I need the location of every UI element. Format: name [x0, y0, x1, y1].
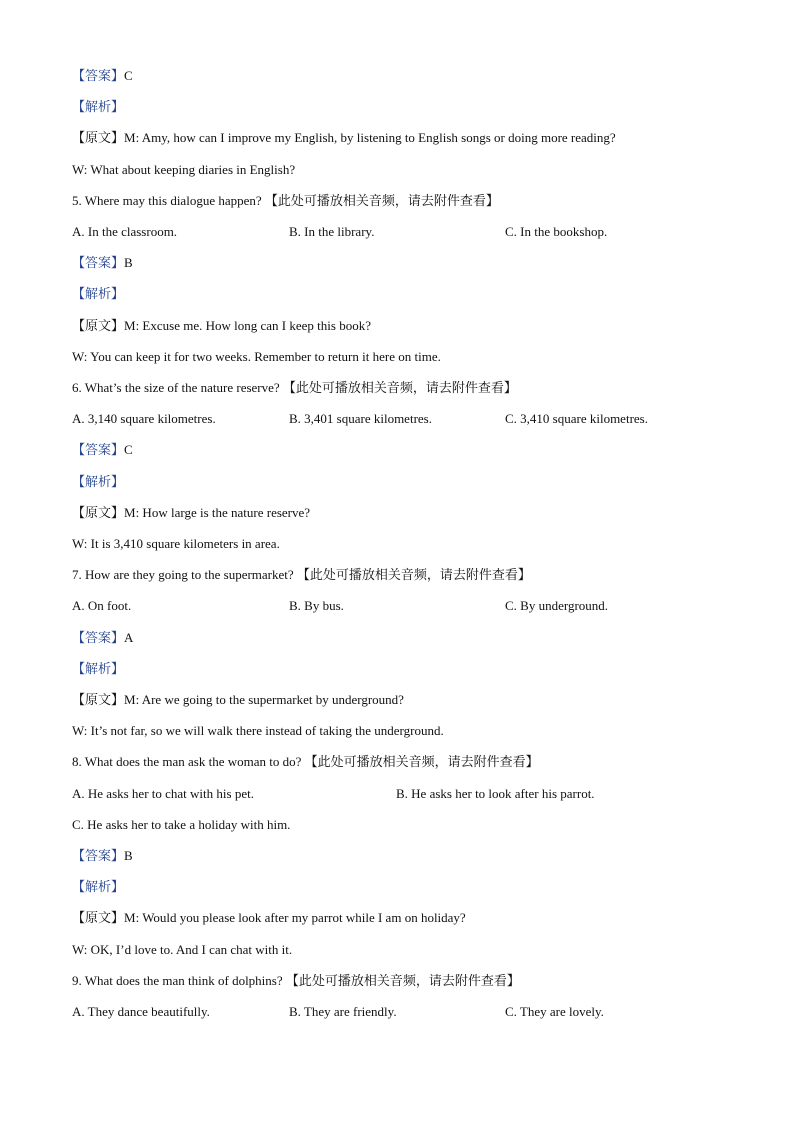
answer-value: C [124, 68, 133, 83]
analysis-label: 【解析】 [72, 475, 125, 490]
text-content: W: OK, I’d love to. And I can chat with it. [72, 942, 293, 957]
audio-note: 【此处可播放相关音频，请去附件查看】 [285, 974, 520, 989]
transcript-line [72, 691, 404, 710]
question-line [72, 753, 539, 772]
text-content: W: What about keeping diaries in English? [72, 162, 296, 177]
transcript-text: M: Amy, how can I improve my English, by listening to English songs or doing more reading? [124, 130, 616, 145]
transcript-label: 【原文】 [72, 319, 125, 334]
transcript-label: 【原文】 [72, 911, 125, 926]
question-text: 5. Where may this dialogue happen? [72, 193, 262, 208]
question-line [72, 566, 531, 585]
question-text: 8. What does the man ask the woman to do? [72, 754, 302, 769]
answer-line [72, 847, 133, 866]
option-c: C. They are lovely. [505, 1004, 604, 1019]
option-a: A. In the classroom. [72, 224, 178, 239]
option-b: B. By bus. [289, 598, 344, 613]
analysis-label: 【解析】 [72, 100, 125, 115]
answer-label: 【答案】 [72, 256, 125, 271]
option-c: C. In the bookshop. [505, 224, 608, 239]
option-c: C. 3,410 square kilometres. [505, 411, 648, 426]
analysis-label: 【解析】 [72, 880, 125, 895]
text-content: W: It’s not far, so we will walk there instead of taking the underground. [72, 723, 444, 738]
option-b: B. They are friendly. [289, 1004, 397, 1019]
analysis-line [72, 660, 124, 679]
text-content: C. He asks her to take a holiday with him. [72, 817, 291, 832]
option-c: C. By underground. [505, 598, 609, 613]
transcript-text: M: Are we going to the supermarket by underground? [124, 692, 404, 707]
answer-value: C [124, 442, 133, 457]
answer-label: 【答案】 [72, 849, 125, 864]
text-line [72, 816, 290, 834]
audio-note: 【此处可播放相关音频，请去附件查看】 [282, 381, 517, 396]
analysis-line [72, 473, 124, 492]
text-line [72, 161, 295, 179]
question-line [72, 192, 499, 211]
analysis-line [72, 878, 124, 897]
analysis-label: 【解析】 [72, 662, 125, 677]
transcript-line [72, 909, 466, 928]
answer-value: B [124, 848, 133, 863]
option-b: B. He asks her to look after his parrot. [396, 786, 595, 801]
answer-line [72, 67, 133, 86]
transcript-label: 【原文】 [72, 131, 125, 146]
answer-label: 【答案】 [72, 69, 125, 84]
option-b: B. 3,401 square kilometres. [289, 411, 432, 426]
question-line [72, 379, 517, 398]
audio-note: 【此处可播放相关音频，请去附件查看】 [264, 194, 499, 209]
option-a: A. They dance beautifully. [72, 1004, 210, 1019]
answer-label: 【答案】 [72, 631, 125, 646]
analysis-line [72, 98, 124, 117]
option-a: A. 3,140 square kilometres. [72, 411, 216, 426]
question-text: 7. How are they going to the supermarket? [72, 567, 294, 582]
analysis-line [72, 285, 124, 304]
text-line [72, 722, 444, 740]
transcript-text: M: Excuse me. How long can I keep this book? [124, 318, 371, 333]
text-line [72, 941, 292, 959]
answer-label: 【答案】 [72, 443, 125, 458]
option-a: A. On foot. [72, 598, 132, 613]
question-line [72, 972, 520, 991]
answer-value: B [124, 255, 133, 270]
analysis-label: 【解析】 [72, 287, 125, 302]
transcript-line [72, 129, 616, 148]
transcript-text: M: Would you please look after my parrot while I am on holiday? [124, 910, 466, 925]
question-text: 9. What does the man think of dolphins? [72, 973, 283, 988]
transcript-line [72, 504, 310, 523]
answer-line [72, 441, 133, 460]
question-text: 6. What’s the size of the nature reserve? [72, 380, 280, 395]
transcript-label: 【原文】 [72, 693, 125, 708]
audio-note: 【此处可播放相关音频，请去附件查看】 [304, 755, 539, 770]
text-line [72, 348, 441, 366]
answer-line [72, 254, 133, 273]
text-content: W: It is 3,410 square kilometers in area. [72, 536, 280, 551]
transcript-line [72, 317, 371, 336]
text-line [72, 535, 280, 553]
transcript-label: 【原文】 [72, 506, 125, 521]
audio-note: 【此处可播放相关音频，请去附件查看】 [296, 568, 531, 583]
option-b: B. In the library. [289, 224, 375, 239]
option-a: A. He asks her to chat with his pet. [72, 786, 254, 801]
text-content: W: You can keep it for two weeks. Remember to return it here on time. [72, 349, 441, 364]
answer-line [72, 629, 133, 648]
answer-value: A [124, 630, 134, 645]
transcript-text: M: How large is the nature reserve? [124, 505, 311, 520]
